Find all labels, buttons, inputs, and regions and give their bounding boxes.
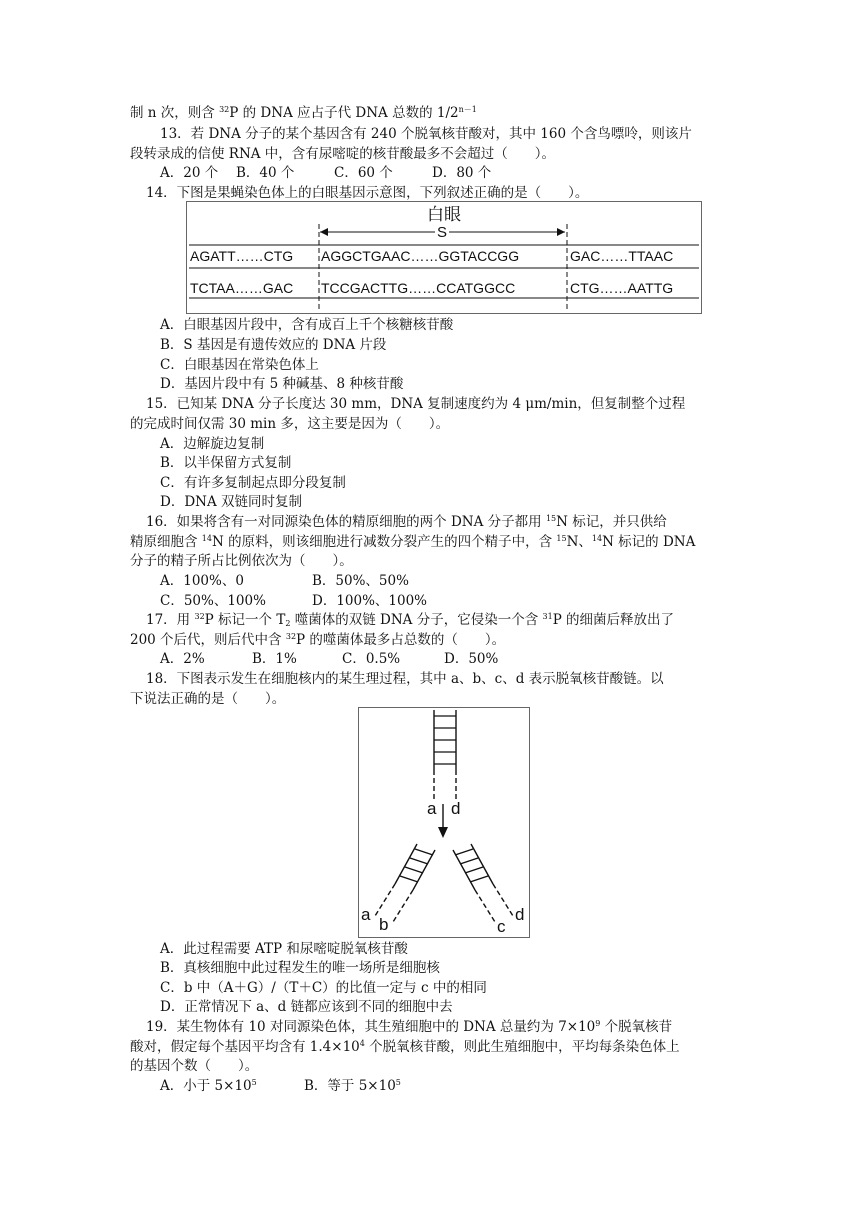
question-19-stem-end: 的基因个数（ ）。 (130, 1058, 259, 1074)
gene-title: 白眼 (427, 205, 461, 224)
label-a-bottom: a (361, 905, 371, 924)
option-b: B．1% (252, 651, 297, 667)
question-13-stem: 13．若 DNA 分子的某个基因含有 240 个脱氧核苷酸对，其中 160 个含鸟嘌呤，则该片 (160, 126, 692, 142)
seq-bot-right: CTG……AATTG (570, 280, 674, 296)
seq-top-left: AGATT……CTG (190, 248, 294, 264)
question-16-stem-end: 分子的精子所占比例依次为（ ）。 (130, 553, 353, 569)
label-d-bottom: d (515, 905, 525, 924)
question-14-option-d: D．基因片段中有 5 种碱基、8 种核苷酸 (160, 376, 404, 392)
seq-top-mid: AGGCTGAAC……GGTACCGG (321, 248, 520, 264)
option-b: B．等于 $5\times 10^5$ (304, 1078, 401, 1094)
question-15-option-d: D．DNA 双链同时复制 (160, 494, 303, 510)
question-18-option-b: B．真核细胞中此过程发生的唯一场所是细胞核 (160, 960, 440, 976)
question-14-stem: 14．下图是果蝇染色体上的白眼基因示意图，下列叙述正确的是（ ）。 (146, 185, 589, 201)
question-19-stem-cont: 酸对，假定每个基因平均含有 $1.4\times 10^4$ 个脱氧核苷酸，则此生殖细胞中，平均每条染色体上 (130, 1039, 680, 1055)
question-17-stem-cont: 200 个后代，则后代中含 $^{32}$P 的噬菌体最多占总数的（ ）。 (130, 632, 506, 648)
question-17-stem: 17．用 $^{32}$P 标记一个 $T_2$ 噬菌体的双链 DNA 分子，它侵染一个含 $^{31}$P 的细菌后释放出了 (146, 612, 675, 628)
option-a: A．100%、0 (160, 573, 244, 589)
right-dash-outer (493, 884, 513, 916)
question-13-stem-cont: 段转录成的信使 RNA 中，含有尿嘧啶的核苷酸最多不会超过（ ）。 (130, 146, 556, 162)
label-d-top: d (451, 799, 461, 818)
question-17-options (160, 650, 498, 668)
question-15-option-c: C．有许多复制起点即分段复制 (160, 475, 346, 491)
option-d: D．50% (444, 651, 499, 667)
question-19-stem: 19．某生物体有 10 对同源染色体，其生殖细胞中的 DNA 总量约为 $7\times 10^9$ 个脱氧核苷 (146, 1019, 673, 1035)
seq-bot-mid: TCCGACTTG……CCATGGCC (321, 280, 516, 296)
gene-diagram (187, 202, 701, 313)
option-b: B．50%、50% (312, 573, 409, 589)
question-16-stem-cont: 精原细胞含 $^{14}$N 的原料，则该细胞进行减数分裂产生的四个精子中，含 $^{15}$N、$^{14}$N 标记的 DNA (130, 534, 696, 550)
question-18-option-a: A．此过程需要 ATP 和尿嘧啶脱氧核苷酸 (160, 941, 408, 957)
s-label: S (436, 224, 448, 241)
question-14-option-b: B．S 基因是有遗传效应的 DNA 片段 (160, 337, 387, 353)
right-dash-inner (475, 890, 495, 922)
option-a: A．小于 $5\times 10^5$ (160, 1078, 257, 1094)
arrow-head (438, 827, 448, 838)
option-c: C．0.5% (342, 651, 401, 667)
option-a: A．2% (160, 651, 205, 667)
question-13-options (160, 164, 491, 182)
question-19-options (160, 1077, 401, 1095)
question-18-option-c: C．b 中（A＋G）/（T＋C）的比值一定与 c 中的相同 (160, 980, 487, 996)
left-dash-outer (375, 884, 395, 916)
question-18-stem: 18．下图表示发生在细胞核内的某生理过程，其中 a、b、c、d 表示脱氧核苷酸链。以 (146, 671, 664, 687)
question-15-option-a: A．边解旋边复制 (160, 436, 265, 452)
seq-bot-left: TCTAA……GAC (190, 280, 294, 296)
question-16-stem: 16．如果将含有一对同源染色体的精原细胞的两个 DNA 分子都用 $^{15}$N 标记，并只供给 (146, 514, 667, 530)
left-strand-inner (413, 850, 435, 890)
question-15-stem: 15．已知某 DNA 分子长度达 30 mm，DNA 复制速度约为 4 μm/min，但复制整个过程 (146, 396, 686, 412)
white-eye-gene-figure (186, 201, 702, 314)
question-15-stem-cont: 的完成时间仅需 30 min 多，这主要是因为（ ）。 (130, 416, 450, 432)
option-c: C．60 个 (334, 165, 393, 181)
label-c: c (497, 917, 506, 936)
option-c: C．50%、100% (160, 593, 266, 609)
question-18-stem-cont: 下说法正确的是（ ）。 (130, 691, 286, 707)
option-d: D．100%、100% (312, 593, 428, 609)
arrow-head-right (557, 228, 565, 236)
question-16-options-row1 (160, 572, 409, 590)
left-dash-inner (393, 890, 413, 922)
question-16-options-row2 (160, 592, 427, 610)
question-14-option-a: A．白眼基因片段中，含有成百上千个核糖核苷酸 (160, 317, 454, 333)
replication-diagram (359, 708, 529, 937)
continuation-line: 制 n 次，则含 $^{32}$P 的 DNA 应占子代 DNA 总数的 $1/2^{n-1}$ (130, 105, 477, 121)
dna-replication-figure (358, 707, 530, 938)
question-15-option-b: B．以半保留方式复制 (160, 455, 292, 471)
option-a: A．20 个 (160, 165, 219, 181)
question-18-option-d: D．正常情况下 a、d 链都应该到不同的细胞中去 (160, 999, 453, 1015)
option-d: D．80 个 (432, 165, 492, 181)
label-b: b (379, 915, 389, 934)
option-b: B．40 个 (236, 165, 295, 181)
question-14-option-c: C．白眼基因在常染色体上 (160, 357, 319, 373)
seq-top-right: GAC……TTAAC (570, 248, 674, 264)
label-a-top: a (427, 799, 437, 818)
arrow-head-left (320, 228, 328, 236)
top-rungs (434, 716, 456, 764)
right-strand-inner (453, 850, 475, 890)
